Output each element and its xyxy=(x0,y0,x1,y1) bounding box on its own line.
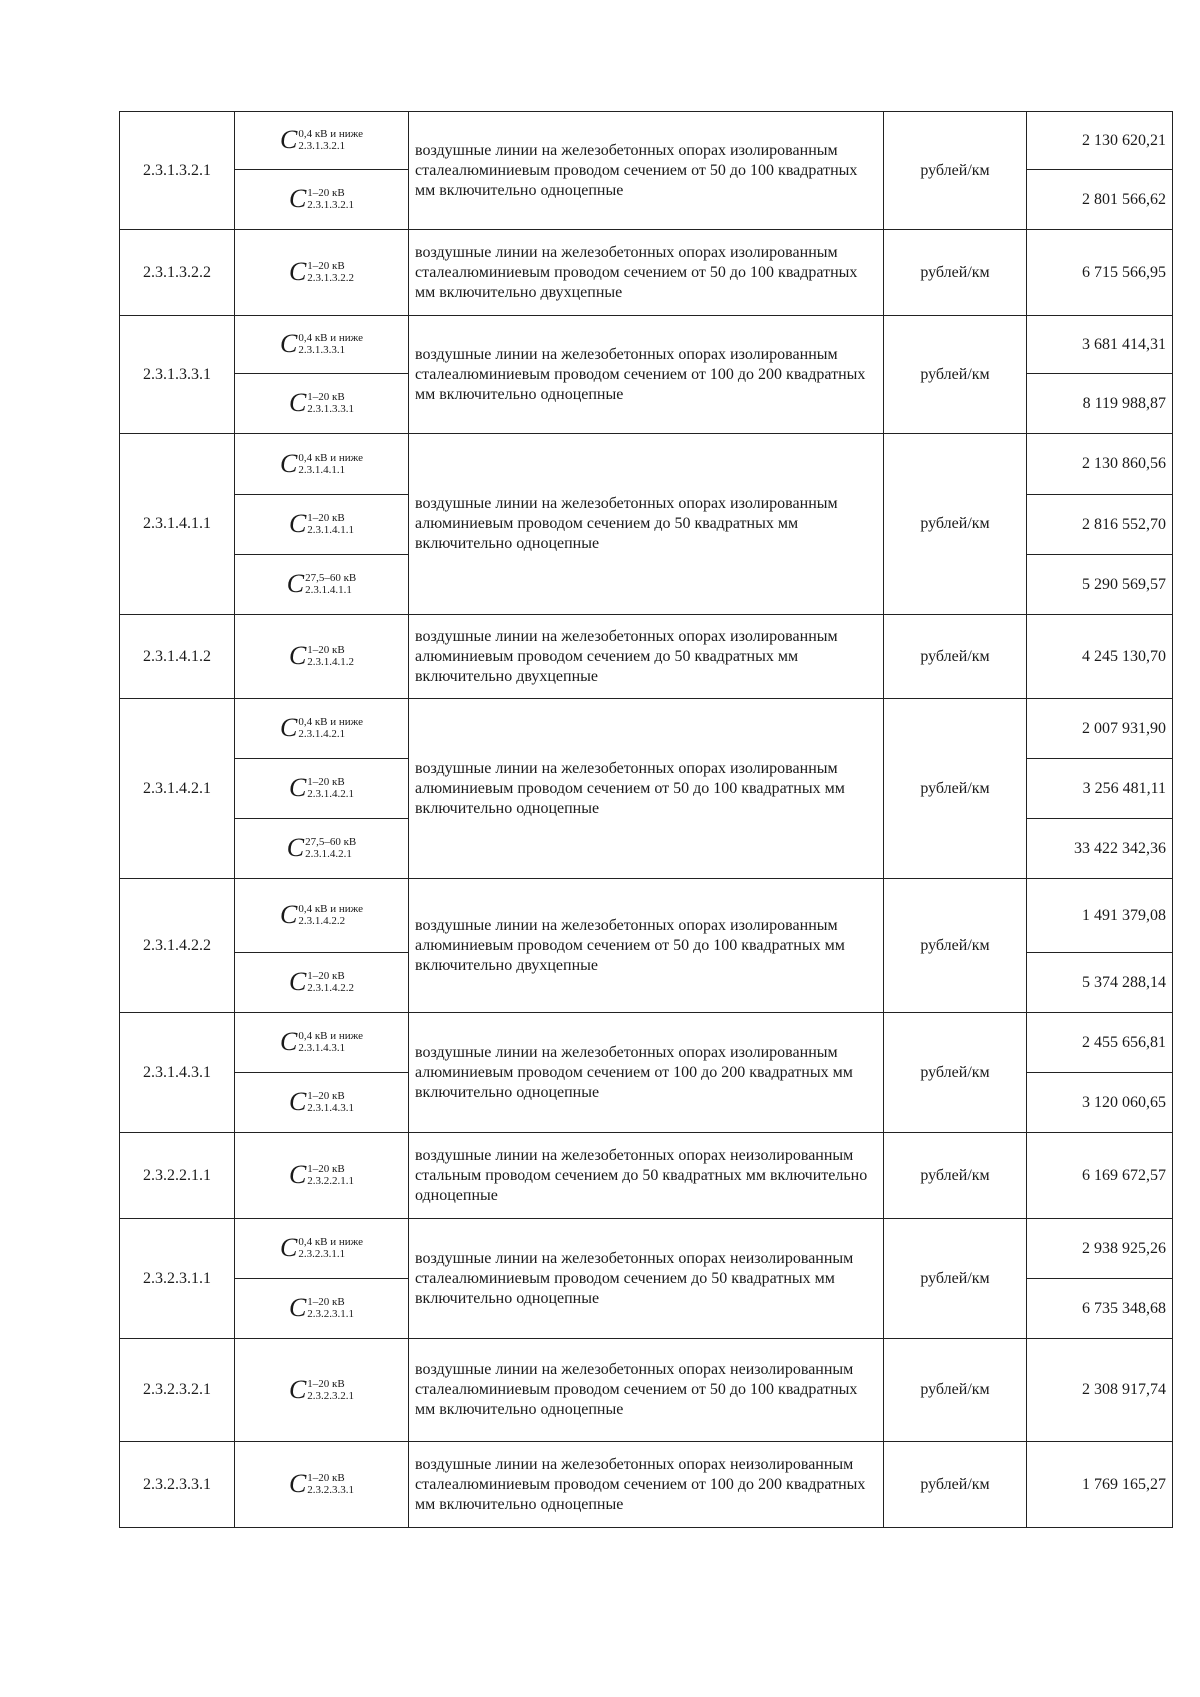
rate-index: 2.3.1.3.3.1 xyxy=(298,344,346,356)
line-description: воздушные линии на железобетонных опорах изолированным алюминиевым проводом сечением до 50 квадратных мм включительно одноцепные xyxy=(409,434,884,615)
rate-value: 2 130 620,21 xyxy=(1027,112,1173,170)
voltage-class: 0,4 кВ и ниже xyxy=(298,903,364,915)
rate-value: 2 938 925,26 xyxy=(1027,1219,1173,1279)
unit-label: рублей/км xyxy=(884,434,1027,615)
line-description: воздушные линии на железобетонных опорах неизолированным стальным проводом сечением до 50 квадратных мм включительно одноцепные xyxy=(409,1133,884,1219)
rate-index: 2.3.1.4.2.2 xyxy=(298,915,346,927)
unit-label: рублей/км xyxy=(884,230,1027,316)
rate-value: 2 308 917,74 xyxy=(1027,1339,1173,1442)
table-row xyxy=(120,1219,1173,1279)
voltage-class: 27,5–60 кВ xyxy=(305,836,357,848)
rate-symbol: C 1–20 кВ 2.3.2.3.1.1 xyxy=(235,1279,409,1339)
voltage-class: 27,5–60 кВ xyxy=(305,572,357,584)
voltage-class: 1–20 кВ xyxy=(307,644,345,656)
rates-table xyxy=(119,111,1173,1528)
voltage-class: 0,4 кВ и ниже xyxy=(298,716,364,728)
row-code: 2.3.2.3.3.1 xyxy=(120,1442,235,1528)
rate-index: 2.3.2.3.1.1 xyxy=(298,1248,346,1260)
voltage-class: 1–20 кВ xyxy=(307,512,345,524)
row-code: 2.3.1.4.2.2 xyxy=(120,879,235,1013)
unit-label: рублей/км xyxy=(884,1133,1027,1219)
row-code: 2.3.2.2.1.1 xyxy=(120,1133,235,1219)
voltage-class: 1–20 кВ xyxy=(307,1377,345,1390)
rate-index: 2.3.1.3.2.1 xyxy=(307,199,355,211)
rate-index: 2.3.1.4.3.1 xyxy=(298,1042,346,1054)
table-row xyxy=(120,112,1173,170)
table-row xyxy=(120,316,1173,374)
voltage-class: 0,4 кВ и ниже xyxy=(298,128,364,140)
rate-index: 2.3.1.3.2.1 xyxy=(298,140,346,152)
line-description: воздушные линии на железобетонных опорах неизолированным сталеалюминиевым проводом сечением до 50 квадратных мм включительно одноцепные xyxy=(409,1219,884,1339)
voltage-class: 1–20 кВ xyxy=(307,187,345,199)
table-row xyxy=(120,434,1173,495)
line-description: воздушные линии на железобетонных опорах изолированным алюминиевым проводом сечением от 50 до 100 квадратных мм включительно двухцепные xyxy=(409,879,884,1013)
rate-symbol: C 1–20 кВ 2.3.1.4.1.1 xyxy=(235,495,409,555)
line-description: воздушные линии на железобетонных опорах изолированным сталеалюминиевым проводом сечением от 50 до 100 квадратных мм включительно одноцепные xyxy=(409,112,884,230)
table-row xyxy=(120,1442,1173,1528)
rate-value: 6 169 672,57 xyxy=(1027,1133,1173,1219)
voltage-class: 1–20 кВ xyxy=(307,776,345,788)
rate-index: 2.3.1.4.2.1 xyxy=(305,848,352,860)
rate-index: 2.3.2.2.1.1 xyxy=(307,1175,355,1187)
rate-value: 1 491 379,08 xyxy=(1027,879,1173,953)
rate-value: 2 455 656,81 xyxy=(1027,1013,1173,1073)
rate-value: 3 120 060,65 xyxy=(1027,1073,1173,1133)
rate-symbol: C 0,4 кВ и ниже 2.3.1.4.3.1 xyxy=(235,1013,409,1073)
rate-index: 2.3.1.3.2.2 xyxy=(307,272,355,284)
rate-symbol: C 0,4 кВ и ниже 2.3.1.4.2.2 xyxy=(235,879,409,953)
row-code: 2.3.2.3.2.1 xyxy=(120,1339,235,1442)
rate-index: 2.3.1.4.1.1 xyxy=(307,524,355,536)
rate-symbol: C 1–20 кВ 2.3.2.3.3.1 xyxy=(235,1442,409,1528)
line-description: воздушные линии на железобетонных опорах изолированным алюминиевым проводом сечением от 50 до 100 квадратных мм включительно одноцепные xyxy=(409,699,884,879)
rate-symbol: C 1–20 кВ 2.3.1.3.2.2 xyxy=(235,230,409,316)
row-code: 2.3.1.3.2.2 xyxy=(120,230,235,316)
unit-label: рублей/км xyxy=(884,699,1027,879)
line-description: воздушные линии на железобетонных опорах неизолированным сталеалюминиевым проводом сечением от 50 до 100 квадратных мм включительно одноцепные xyxy=(409,1339,884,1442)
voltage-class: 1–20 кВ xyxy=(307,970,345,982)
rate-symbol: C 27,5–60 кВ 2.3.1.4.2.1 xyxy=(235,819,409,879)
rate-value: 3 256 481,11 xyxy=(1027,759,1173,819)
rate-index: 2.3.1.4.1.1 xyxy=(305,584,352,596)
voltage-class: 1–20 кВ xyxy=(307,1472,345,1484)
table-row xyxy=(120,879,1173,953)
voltage-class: 1–20 кВ xyxy=(307,260,345,272)
line-description: воздушные линии на железобетонных опорах изолированным алюминиевым проводом сечением от 100 до 200 квадратных мм включительно одноцепные xyxy=(409,1013,884,1133)
rate-symbol: C 1–20 кВ 2.3.1.4.3.1 xyxy=(235,1073,409,1133)
rate-symbol: C 0,4 кВ и ниже 2.3.2.3.1.1 xyxy=(235,1219,409,1279)
line-description: воздушные линии на железобетонных опорах изолированным алюминиевым проводом сечением до 50 квадратных мм включительно двухцепные xyxy=(409,615,884,699)
row-code: 2.3.1.4.1.1 xyxy=(120,434,235,615)
table-row xyxy=(120,230,1173,316)
row-code: 2.3.1.4.1.2 xyxy=(120,615,235,699)
rate-symbol: C 1–20 кВ 2.3.1.4.2.2 xyxy=(235,953,409,1013)
unit-label: рублей/км xyxy=(884,1442,1027,1528)
voltage-class: 1–20 кВ xyxy=(307,1296,345,1308)
rate-index: 2.3.1.4.1.2 xyxy=(307,656,355,668)
rate-value: 2 130 860,56 xyxy=(1027,434,1173,495)
row-code: 2.3.1.3.2.1 xyxy=(120,112,235,230)
rate-index: 2.3.1.4.2.1 xyxy=(307,788,355,800)
rate-symbol: C 0,4 кВ и ниже 2.3.1.3.2.1 xyxy=(235,112,409,170)
rate-value: 5 374 288,14 xyxy=(1027,953,1173,1013)
rates-table-body xyxy=(120,112,1173,1528)
rate-value: 2 816 552,70 xyxy=(1027,495,1173,555)
table-row xyxy=(120,1013,1173,1073)
rate-symbol: C 1–20 кВ 2.3.1.4.1.2 xyxy=(235,615,409,699)
rate-index: 2.3.1.3.3.1 xyxy=(307,403,355,415)
rate-symbol: C 1–20 кВ 2.3.1.3.2.1 xyxy=(235,170,409,230)
voltage-class: 0,4 кВ и ниже xyxy=(298,1236,364,1248)
table-row xyxy=(120,1133,1173,1219)
rate-index: 2.3.2.3.2.1 xyxy=(307,1389,355,1402)
rate-value: 4 245 130,70 xyxy=(1027,615,1173,699)
rate-value: 8 119 988,87 xyxy=(1027,374,1173,434)
rate-index: 2.3.1.4.1.1 xyxy=(298,463,346,476)
unit-label: рублей/км xyxy=(884,879,1027,1013)
voltage-class: 1–20 кВ xyxy=(307,391,345,403)
rate-value: 2 801 566,62 xyxy=(1027,170,1173,230)
unit-label: рублей/км xyxy=(884,316,1027,434)
voltage-class: 1–20 кВ xyxy=(307,1163,345,1175)
voltage-class: 0,4 кВ и ниже xyxy=(298,332,364,344)
rate-index: 2.3.1.4.2.1 xyxy=(298,728,346,740)
unit-label: рублей/км xyxy=(884,1219,1027,1339)
rate-index: 2.3.2.3.1.1 xyxy=(307,1308,355,1320)
rate-symbol: C 1–20 кВ 2.3.1.3.3.1 xyxy=(235,374,409,434)
table-row xyxy=(120,615,1173,699)
rate-symbol: C 0,4 кВ и ниже 2.3.1.3.3.1 xyxy=(235,316,409,374)
line-description: воздушные линии на железобетонных опорах изолированным сталеалюминиевым проводом сечением от 50 до 100 квадратных мм включительно двухцепные xyxy=(409,230,884,316)
rate-symbol: C 0,4 кВ и ниже 2.3.1.4.1.1 xyxy=(235,434,409,495)
unit-label: рублей/км xyxy=(884,615,1027,699)
rate-symbol: C 1–20 кВ 2.3.2.2.1.1 xyxy=(235,1133,409,1219)
rate-symbol: C 0,4 кВ и ниже 2.3.1.4.2.1 xyxy=(235,699,409,759)
row-code: 2.3.1.4.2.1 xyxy=(120,699,235,879)
rate-value: 3 681 414,31 xyxy=(1027,316,1173,374)
unit-label: рублей/км xyxy=(884,1339,1027,1442)
rate-value: 6 715 566,95 xyxy=(1027,230,1173,316)
rate-index: 2.3.1.4.2.2 xyxy=(307,982,355,994)
voltage-class: 0,4 кВ и ниже xyxy=(298,451,364,464)
rate-symbol: C 1–20 кВ 2.3.1.4.2.1 xyxy=(235,759,409,819)
rate-value: 33 422 342,36 xyxy=(1027,819,1173,879)
table-row xyxy=(120,699,1173,759)
rate-value: 2 007 931,90 xyxy=(1027,699,1173,759)
row-code: 2.3.2.3.1.1 xyxy=(120,1219,235,1339)
line-description: воздушные линии на железобетонных опорах изолированным сталеалюминиевым проводом сечением от 100 до 200 квадратных мм включительно одноцепные xyxy=(409,316,884,434)
rate-value: 5 290 569,57 xyxy=(1027,555,1173,615)
rate-value: 6 735 348,68 xyxy=(1027,1279,1173,1339)
rate-index: 2.3.2.3.3.1 xyxy=(307,1484,355,1496)
row-code: 2.3.1.3.3.1 xyxy=(120,316,235,434)
unit-label: рублей/км xyxy=(884,1013,1027,1133)
voltage-class: 1–20 кВ xyxy=(307,1090,345,1102)
unit-label: рублей/км xyxy=(884,112,1027,230)
rate-symbol: C 27,5–60 кВ 2.3.1.4.1.1 xyxy=(235,555,409,615)
voltage-class: 0,4 кВ и ниже xyxy=(298,1030,364,1042)
rate-symbol: C 1–20 кВ 2.3.2.3.2.1 xyxy=(235,1339,409,1442)
rate-value: 1 769 165,27 xyxy=(1027,1442,1173,1528)
table-row xyxy=(120,1339,1173,1442)
line-description: воздушные линии на железобетонных опорах неизолированным сталеалюминиевым проводом сечением от 100 до 200 квадратных мм включительно одноцепные xyxy=(409,1442,884,1528)
row-code: 2.3.1.4.3.1 xyxy=(120,1013,235,1133)
rate-index: 2.3.1.4.3.1 xyxy=(307,1102,355,1114)
